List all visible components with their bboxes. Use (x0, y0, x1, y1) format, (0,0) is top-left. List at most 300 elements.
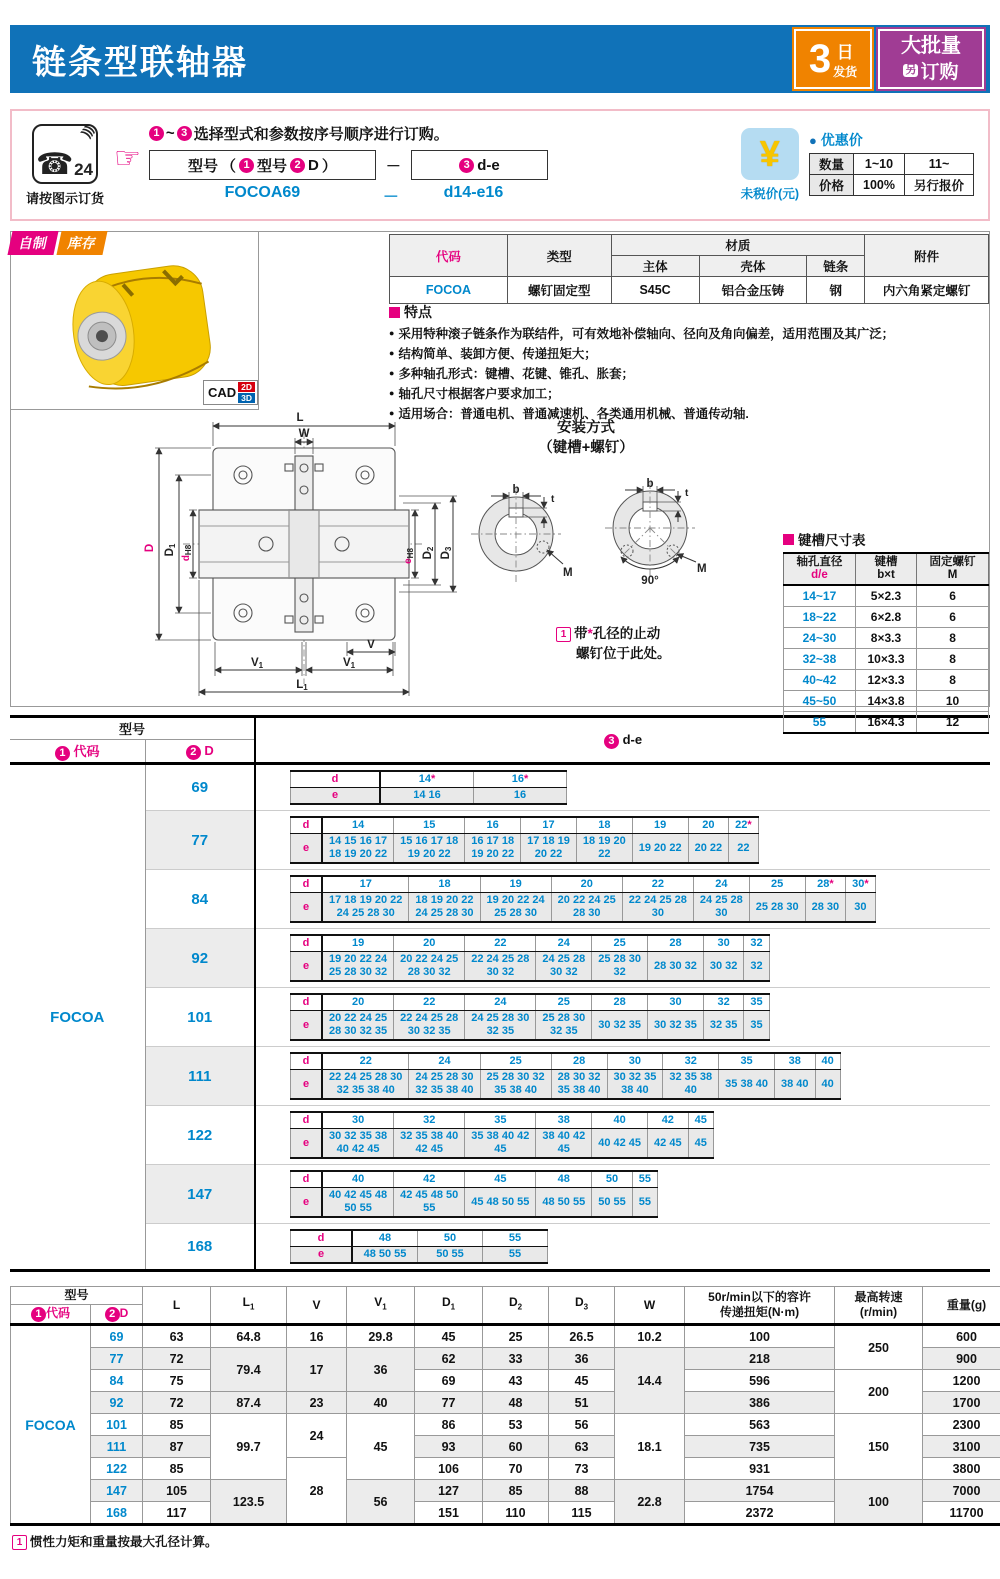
dim-value: 600 (923, 1325, 1000, 1348)
d-bore-value: 45 (465, 1171, 536, 1188)
d-bore-value: 30* (846, 876, 876, 893)
bore-combinations-cell (255, 1106, 990, 1165)
keyway-screw: 8 (917, 628, 989, 649)
svg-text:D3: D3 (440, 546, 453, 559)
dim-header: 最高转速 (r/min) (835, 1287, 923, 1325)
keyway-bxt: 8×3.3 (855, 628, 916, 649)
e-bore-values: 55 (632, 1188, 657, 1218)
dim-value: 100 (835, 1480, 923, 1525)
keyway-row (784, 691, 989, 712)
dim-value: 85 (143, 1414, 211, 1436)
svg-text:L1: L1 (296, 679, 308, 692)
e-bore-values: 20 22 24 25 28 30 (551, 893, 622, 923)
dim-value: 56 (549, 1414, 615, 1436)
d-bore-value: 17 (322, 876, 409, 893)
d-bore-value: 50 (592, 1171, 633, 1188)
in-stock-badge: 库存 (56, 231, 107, 255)
bore-mini-table (290, 934, 770, 982)
row-label-d: d (291, 1230, 353, 1247)
dim-value: 60 (483, 1436, 549, 1458)
svg-text:b: b (512, 484, 519, 496)
spec-table (389, 234, 989, 304)
keyway-bxt: 14×3.8 (855, 691, 916, 712)
bullet-icon: ● (809, 133, 817, 148)
phone-24h-icon (32, 124, 98, 184)
spec-header-accessory: 附件 (865, 235, 989, 277)
d-bore-value: 22 (394, 994, 465, 1011)
dim-header: W (615, 1287, 685, 1325)
keyway-header: 固定螺钉 M (917, 553, 989, 585)
dim-header-model: 型号 (11, 1287, 143, 1305)
bore-mini-table (290, 1052, 841, 1100)
dim-value: 28 (287, 1458, 347, 1525)
dim-header: $D_3$ (549, 1287, 615, 1325)
dim-row-147 (11, 1480, 1000, 1502)
e-bore-values: 30 32 35 38 40 42 45 (322, 1129, 394, 1159)
d-bore-value: 50 (418, 1230, 483, 1247)
d-bore-value: 42 (394, 1171, 465, 1188)
model-row-69 (10, 764, 990, 811)
price-caption: 未税价(元) (741, 184, 799, 202)
footnote: 1 惯性力矩和重量按最大孔径计算。 (12, 1532, 990, 1550)
e-bore-values: 42 45 48 50 55 (394, 1188, 465, 1218)
keyway-bxt: 5×2.3 (855, 585, 916, 607)
dim-value: 386 (685, 1392, 835, 1414)
model-d-value: 69 (145, 764, 255, 811)
bullet-icon: ● (389, 368, 394, 378)
spec-header-body: 主体 (611, 256, 699, 277)
model-d-value: 92 (145, 929, 255, 988)
e-bore-values: 38 40 (774, 1070, 815, 1100)
keyway-row (784, 628, 989, 649)
dim-value: 63 (143, 1325, 211, 1348)
e-bore-values: 35 (744, 1011, 769, 1041)
keyway-row (784, 607, 989, 628)
e-bore-values: 30 32 35 38 40 (607, 1070, 663, 1100)
row-label-d: d (291, 1112, 323, 1129)
d-bore-value: 14 (322, 817, 394, 834)
d-bore-value: 30 (703, 935, 744, 952)
dim-row-84 (11, 1370, 1000, 1392)
model-row-168 (10, 1224, 990, 1271)
d-bore-value: 20 (322, 994, 394, 1011)
dim-model-number: 69 (91, 1325, 143, 1348)
svg-text:dH8: $d_{H8}$ (181, 544, 193, 561)
row-label-d: d (291, 935, 323, 952)
d-bore-value: 28* (805, 876, 846, 893)
e-bore-values: 30 (846, 893, 876, 923)
model-row-147 (10, 1165, 990, 1224)
dim-value: 45 (415, 1325, 483, 1348)
dim-value: 63 (549, 1436, 615, 1458)
e-bore-values: 20 22 24 25 28 30 32 35 (322, 1011, 394, 1041)
e-bore-values: 24 25 28 30 (693, 893, 749, 923)
brand-code: FOCOA (11, 1325, 91, 1525)
dim-value: 7000 (923, 1480, 1000, 1502)
spec-header-chain: 链条 (807, 256, 865, 277)
dim-value: 100 (685, 1325, 835, 1348)
d-bore-value: 22 (322, 1053, 409, 1070)
step-1-circle: 1 (31, 1307, 46, 1322)
row-label-e: e (291, 1129, 323, 1159)
spec-header-code: 代码 (390, 235, 508, 277)
e-bore-values: 20 22 (688, 834, 729, 864)
dim-header: $D_1$ (415, 1287, 483, 1325)
svg-text:t: t (551, 494, 555, 505)
dim-header: L (143, 1287, 211, 1325)
row-label-e: e (291, 893, 323, 923)
d-bore-value: 19 (322, 935, 394, 952)
dim-value: 22.8 (615, 1480, 685, 1525)
d-bore-value: 48 (536, 1171, 592, 1188)
row-label-d: d (291, 817, 323, 834)
step-3-circle: 3 (604, 734, 619, 749)
e-bore-values: 20 22 24 25 28 30 32 (394, 952, 465, 982)
d-bore-value: 22 (622, 876, 693, 893)
d-bore-value: 28 (592, 994, 648, 1011)
keyway-bore-range: 32~38 (784, 649, 856, 670)
row-label-e: e (291, 1011, 323, 1041)
dim-value: 69 (415, 1370, 483, 1392)
model-d-value: 147 (145, 1165, 255, 1224)
d-bore-value: 25 (480, 1053, 551, 1070)
dim-value: 85 (483, 1480, 549, 1502)
d-bore-value: 17 (521, 817, 577, 834)
price-cell: 1~10 (854, 154, 905, 175)
keyway-screw: 6 (917, 607, 989, 628)
spec-accessory-value: 内六角紧定螺钉 (865, 277, 989, 304)
selection-header-model: 型号 (10, 717, 255, 740)
spec-header-material: 材质 (611, 235, 865, 256)
e-bore-values: 32 35 38 40 42 45 (394, 1129, 465, 1159)
dim-value: 25 (483, 1325, 549, 1348)
d-bore-value: 38 (536, 1112, 592, 1129)
bulk-label-top: 大批量 (901, 35, 961, 57)
dim-value: 86 (415, 1414, 483, 1436)
dim-value: 14.4 (615, 1348, 685, 1414)
bore-mini-table (290, 875, 876, 923)
cad-2d-button[interactable]: 2D (238, 382, 255, 392)
keyway-screw: 8 (917, 670, 989, 691)
e-bore-values: 42 45 (648, 1129, 689, 1159)
e-bore-values: 32 35 (703, 1011, 744, 1041)
row-label-d: d (291, 771, 381, 788)
technical-drawing-front-view (139, 408, 469, 706)
dim-row-101 (11, 1414, 1000, 1436)
dim-value: 218 (685, 1348, 835, 1370)
selection-header-de: 3 d-e (255, 717, 990, 764)
dim-value: 36 (347, 1348, 415, 1392)
hub-section-drawing-2 (593, 466, 713, 600)
order-instruction: 1 ~ 3 选择型式和参数按序号顺序进行订购。 (149, 123, 548, 144)
dim-value: 36 (549, 1348, 615, 1370)
d-bore-value: 24 (409, 1053, 480, 1070)
dim-value: 1700 (923, 1392, 1000, 1414)
d-bore-value: 16* (474, 771, 567, 788)
e-bore-values: 18 19 20 22 24 25 28 30 (409, 893, 480, 923)
d-bore-value: 32 (744, 935, 769, 952)
dim-value: 151 (415, 1502, 483, 1525)
keyway-bore-range: 18~22 (784, 607, 856, 628)
keyway-row (784, 712, 989, 734)
dash-separator: － (386, 155, 401, 176)
dim-model-number: 84 (91, 1370, 143, 1392)
dim-value: 11700 (923, 1502, 1000, 1525)
bore-combinations-cell (255, 870, 990, 929)
price-cell: 11~ (904, 154, 973, 175)
e-bore-values: 19 20 22 (632, 834, 688, 864)
bore-combinations-cell (255, 988, 990, 1047)
e-bore-values: 45 48 50 55 (465, 1188, 536, 1218)
e-bore-values: 14 15 16 17 18 19 20 22 (322, 834, 394, 864)
e-bore-values: 35 38 40 (719, 1070, 775, 1100)
dim-value: 105 (143, 1480, 211, 1502)
row-label-d: d (291, 876, 323, 893)
bore-combinations-cell (255, 1165, 990, 1224)
cad-label: CAD (208, 385, 236, 400)
model-d-value: 84 (145, 870, 255, 929)
keyway-screw: 12 (917, 712, 989, 734)
keyway-bore-range: 45~50 (784, 691, 856, 712)
dim-model-number: 111 (91, 1436, 143, 1458)
dim-value: 93 (415, 1436, 483, 1458)
step-2-circle: 2 (186, 745, 201, 760)
keyway-header: 键槽 b×t (855, 553, 916, 585)
dim-value: 1200 (923, 1370, 1000, 1392)
svg-text:D2: D2 (422, 546, 435, 559)
ship-day-char: 日 (837, 38, 854, 63)
dim-value: 563 (685, 1414, 835, 1436)
keyway-bxt: 10×3.3 (855, 649, 916, 670)
dim-value: 48 (483, 1392, 549, 1414)
cad-badge[interactable] (203, 380, 258, 405)
keyway-bore-range: 40~42 (784, 670, 856, 691)
e-bore-values: 18 19 20 22 (576, 834, 632, 864)
bore-combinations-cell (255, 764, 990, 811)
svg-text:V1: V1 (251, 657, 264, 670)
cad-3d-button[interactable]: 3D (238, 393, 255, 403)
e-bore-values: 28 30 (805, 893, 846, 923)
features-block (389, 302, 989, 424)
bullet-icon: ● (389, 328, 394, 338)
svg-text:D1: D1 (164, 543, 177, 556)
page-title: 链条型联轴器 (32, 35, 248, 84)
bore-mini-table (290, 770, 567, 805)
spec-type-value: 螺钉固定型 (507, 277, 611, 304)
dim-value: 64.8 (211, 1325, 287, 1348)
d-bore-value: 55 (483, 1230, 548, 1247)
d-bore-value: 40 (815, 1053, 840, 1070)
dim-model-number: 122 (91, 1458, 143, 1480)
row-label-e: e (291, 952, 323, 982)
d-bore-value: 24 (465, 994, 536, 1011)
d-bore-value: 28 (648, 935, 704, 952)
dim-value: 43 (483, 1370, 549, 1392)
row-label-d: d (291, 994, 323, 1011)
bullet-icon: ● (389, 408, 394, 418)
e-bore-values: 30 32 35 (648, 1011, 704, 1041)
dim-value: 77 (415, 1392, 483, 1414)
keyway-table-title: 键槽尺寸表 (783, 529, 989, 549)
feature-item: ● 轴孔尺寸根据客户要求加工； (389, 384, 989, 404)
row-label-e: e (291, 1188, 323, 1218)
row-label-e: e (291, 1070, 323, 1100)
dim-header: 重量(g) (923, 1287, 1000, 1325)
dim-row-69 (11, 1325, 1000, 1348)
step-1-circle: 1 (55, 746, 70, 761)
row-label-d: d (291, 1171, 323, 1188)
d-bore-value: 20 (394, 935, 465, 952)
svg-text:L: L (296, 412, 303, 424)
model-row-77 (10, 811, 990, 870)
d-bore-value: 35 (719, 1053, 775, 1070)
row-label-e: e (291, 1247, 353, 1264)
svg-text:b: b (646, 478, 653, 490)
e-bore-values: 48 50 55 (536, 1188, 592, 1218)
bore-mini-table (290, 816, 759, 864)
bullet-icon: ● (389, 348, 394, 358)
bore-mini-table (290, 1229, 548, 1264)
selection-header-code: 1 代码 (10, 740, 145, 764)
d-bore-value: 32 (394, 1112, 465, 1129)
dim-header-d: 2 D (91, 1305, 143, 1325)
dim-header: $D_2$ (483, 1287, 549, 1325)
dim-header: V (287, 1287, 347, 1325)
spec-body-value: S45C (611, 277, 699, 304)
dim-model-number: 77 (91, 1348, 143, 1370)
model-row-84 (10, 870, 990, 929)
bullet-icon: ● (389, 388, 394, 398)
e-bore-values: 16 (474, 788, 567, 805)
dim-value: 26.5 (549, 1325, 615, 1348)
keyway-row (784, 670, 989, 691)
d-bore-value: 32 (663, 1053, 719, 1070)
e-bore-values: 17 18 19 20 22 24 25 28 30 (322, 893, 409, 923)
d-bore-value: 45 (688, 1112, 713, 1129)
keyway-bore-range: 14~17 (784, 585, 856, 607)
e-bore-values: 24 25 28 30 32 (536, 952, 592, 982)
d-bore-value: 32 (703, 994, 744, 1011)
e-bore-values: 35 38 40 42 45 (465, 1129, 536, 1159)
d-bore-value: 18 (576, 817, 632, 834)
spec-shell-value: 铝合金压铸 (699, 277, 807, 304)
example-bore-code: d14-e16 (406, 184, 541, 207)
dim-value: 117 (143, 1502, 211, 1525)
dim-value: 200 (835, 1370, 923, 1414)
phone-order-block (26, 124, 104, 207)
dim-value: 1754 (685, 1480, 835, 1502)
keyway-screw: 10 (917, 691, 989, 712)
dim-model-number: 92 (91, 1392, 143, 1414)
d-bore-value: 25 (592, 935, 648, 952)
e-bore-values: 30 32 (703, 952, 744, 982)
feature-item: ● 适用场合：普通电机、普通减速机、各类通用机械、普通传动轴. (389, 404, 989, 424)
e-bore-values: 32 35 38 40 (663, 1070, 719, 1100)
e-bore-values: 40 42 45 (592, 1129, 648, 1159)
dim-value: 110 (483, 1502, 549, 1525)
dimension-table (10, 1286, 1000, 1526)
d-bore-value: 14* (380, 771, 474, 788)
d-bore-value: 35 (465, 1112, 536, 1129)
installation-block (441, 418, 731, 600)
product-info-panel (10, 231, 990, 707)
model-d-value: 111 (145, 1047, 255, 1106)
model-row-111 (10, 1047, 990, 1106)
e-bore-values: 22 24 25 28 30 (622, 893, 693, 923)
e-bore-values: 15 16 17 18 19 20 22 (394, 834, 465, 864)
d-bore-value: 18 (409, 876, 480, 893)
d-bore-value: 30 (607, 1053, 663, 1070)
keyway-screw: 6 (917, 585, 989, 607)
e-bore-values: 22 24 25 28 30 32 35 (394, 1011, 465, 1041)
d-bore-value: 42 (648, 1112, 689, 1129)
dim-value: 16 (287, 1325, 347, 1348)
yen-icon: ¥ (741, 128, 799, 180)
e-bore-values: 24 25 28 30 32 35 38 40 (409, 1070, 480, 1100)
model-row-101 (10, 988, 990, 1047)
dim-value: 127 (415, 1480, 483, 1502)
step-3-circle: 3 (177, 126, 192, 141)
dim-value: 23 (287, 1392, 347, 1414)
title-bar (10, 25, 990, 93)
e-bore-values: 40 42 45 48 50 55 (322, 1188, 394, 1218)
d-bore-value: 20 (551, 876, 622, 893)
feature-item: ● 结构简单、装卸方便、传递扭矩大； (389, 344, 989, 364)
bore-mini-table (290, 1170, 658, 1218)
dim-value: 250 (835, 1325, 923, 1370)
d-bore-value: 30 (648, 994, 704, 1011)
dim-value: 87 (143, 1436, 211, 1458)
order-example: FOCOA69 － d14-e16 (149, 184, 548, 207)
dim-header: 50r/min以下的容许 传递扭矩(N·m) (685, 1287, 835, 1325)
e-bore-values: 19 20 22 24 25 28 30 (480, 893, 551, 923)
svg-text:90°: 90° (641, 575, 659, 587)
price-row (809, 175, 973, 196)
keyway-bxt: 16×4.3 (855, 712, 916, 734)
dim-value: 72 (143, 1392, 211, 1414)
d-bore-value: 25 (749, 876, 805, 893)
square-bullet-icon (389, 307, 400, 318)
pointing-hand-icon: ☞ (114, 141, 141, 176)
model-d-value: 77 (145, 811, 255, 870)
bulk-label-bottom: 订购 (920, 57, 958, 84)
installation-title: 安装方式 (441, 418, 731, 438)
d-bore-value: 28 (551, 1053, 607, 1070)
spec-header-type: 类型 (507, 235, 611, 277)
dim-value: 87.4 (211, 1392, 287, 1414)
keyway-bore-range: 24~30 (784, 628, 856, 649)
e-bore-values: 22 24 25 28 30 32 35 38 40 (322, 1070, 409, 1100)
self-made-badge: 自制 (7, 231, 58, 255)
e-bore-values: 48 50 55 (352, 1247, 418, 1264)
d-bore-value: 38 (774, 1053, 815, 1070)
dim-value: 45 (347, 1414, 415, 1480)
e-bore-values: 50 55 (592, 1188, 633, 1218)
header-badges (794, 29, 984, 89)
model-number-box: 型号 （ 1 型号 2 D ） (149, 150, 376, 180)
d-bore-value: 24 (693, 876, 749, 893)
bulk-bubble-icon: 另 (903, 64, 918, 77)
svg-text:M: M (563, 567, 573, 579)
keyway-header: 轴孔直径 d/e (784, 553, 856, 585)
e-bore-values: 16 17 18 19 20 22 (465, 834, 521, 864)
e-bore-values: 25 28 30 32 35 (536, 1011, 592, 1041)
e-bore-values: 14 16 (380, 788, 474, 805)
e-bore-values: 28 30 32 (648, 952, 704, 982)
row-label-e: e (291, 788, 381, 805)
keyway-screw: 8 (917, 649, 989, 670)
dim-value: 33 (483, 1348, 549, 1370)
